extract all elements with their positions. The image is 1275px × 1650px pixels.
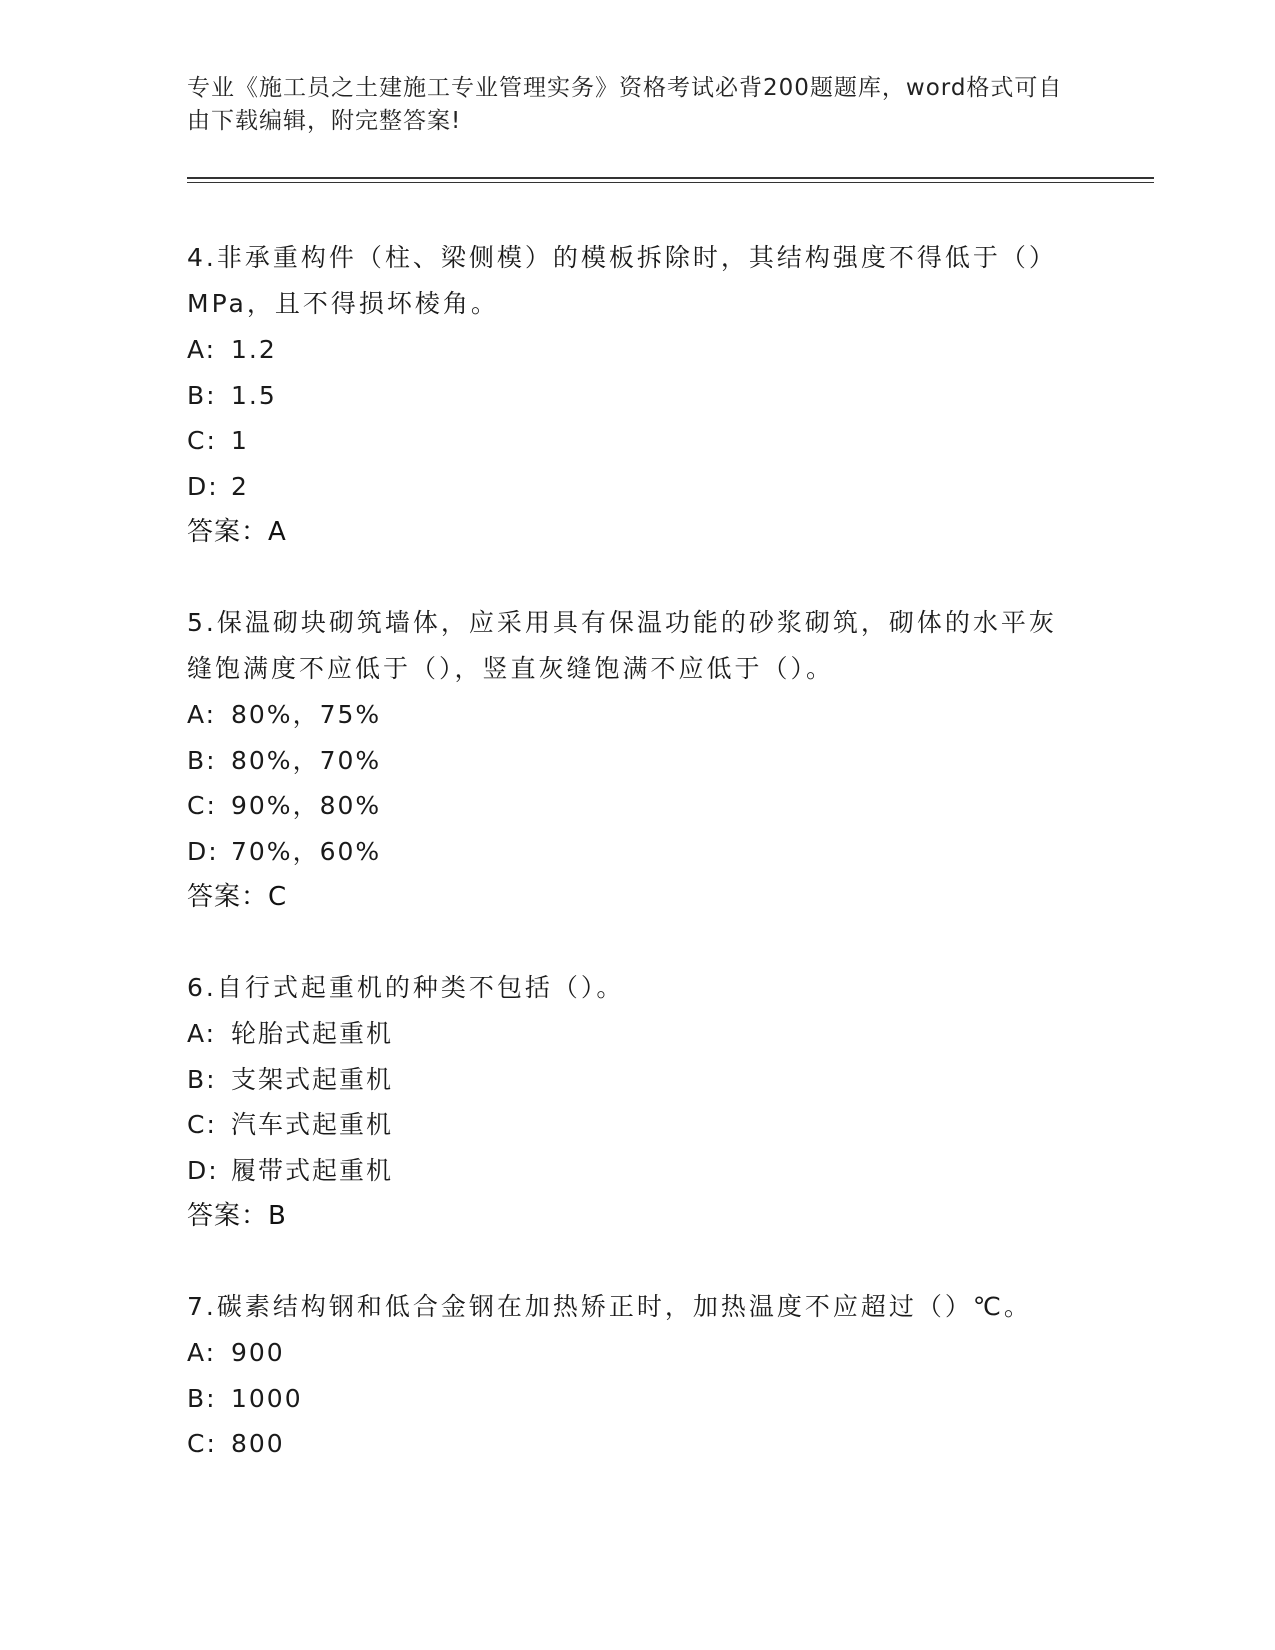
option-letter: A: — [187, 700, 217, 729]
option-text: 70%，60% — [231, 836, 382, 866]
option-c — [187, 418, 1067, 464]
option-text: 80%，70% — [231, 745, 382, 775]
answer-line: 答案：C — [187, 882, 288, 912]
answer-line: 答案：B — [187, 1201, 287, 1231]
option-text: 1 — [231, 426, 249, 455]
question-4 — [187, 235, 1067, 555]
option-letter: C: — [187, 426, 217, 455]
question-stem: 7.碳素结构钢和低合金钢在加热矫正时，加热温度不应超过（）℃。 — [187, 1292, 1032, 1321]
option-text: 1.5 — [231, 380, 277, 410]
option-letter: B: — [187, 745, 217, 775]
question-stem: 5.保温砌块砌筑墙体，应采用具有保温功能的砂浆砌筑，砌体的水平灰缝饱满度不应低于（），竖直灰缝饱满不应低于（）。 — [187, 608, 1057, 683]
option-letter: C: — [187, 1110, 217, 1139]
option-b — [187, 1376, 1067, 1422]
answer-line: 答案：A — [187, 517, 287, 547]
option-text: 1.2 — [231, 335, 277, 364]
option-a — [187, 692, 1067, 738]
option-letter: C: — [187, 791, 217, 820]
option-c — [187, 783, 1067, 829]
option-text: 2 — [231, 471, 249, 501]
option-text: 90%，80% — [231, 791, 382, 820]
question-list — [187, 235, 1067, 1512]
option-d — [187, 829, 1067, 875]
question-6 — [187, 965, 1067, 1239]
option-text: 支架式起重机 — [231, 1064, 394, 1094]
option-text: 汽车式起重机 — [231, 1110, 394, 1139]
option-letter: A: — [187, 1019, 217, 1048]
question-stem: 6.自行式起重机的种类不包括（）。 — [187, 973, 625, 1002]
option-letter: A: — [187, 1338, 217, 1367]
option-c — [187, 1421, 1067, 1467]
option-letter: A: — [187, 335, 217, 364]
option-text: 轮胎式起重机 — [231, 1019, 394, 1048]
option-b — [187, 1057, 1067, 1103]
option-b — [187, 738, 1067, 784]
option-text: 800 — [231, 1429, 285, 1458]
option-a — [187, 327, 1067, 373]
option-letter: D: — [187, 836, 219, 866]
option-d — [187, 464, 1067, 510]
option-letter: C: — [187, 1429, 217, 1458]
option-c — [187, 1102, 1067, 1148]
option-letter: B: — [187, 1064, 217, 1094]
option-text: 履带式起重机 — [231, 1155, 394, 1185]
document-header: 专业《施工员之土建施工专业管理实务》资格考试必背200题题库，word格式可自由下载编辑，附完整答案! — [187, 75, 1063, 134]
option-b — [187, 373, 1067, 419]
option-d — [187, 1148, 1067, 1194]
option-a — [187, 1330, 1067, 1376]
header-divider-thin — [187, 182, 1154, 183]
option-letter: B: — [187, 1383, 217, 1413]
question-stem: 4.非承重构件（柱、梁侧模）的模板拆除时，其结构强度不得低于（）MPa，且不得损坏棱角。 — [187, 243, 1057, 318]
option-letter: D: — [187, 1155, 219, 1185]
question-5 — [187, 600, 1067, 920]
header-divider-thick — [187, 177, 1154, 179]
option-text: 80%，75% — [231, 700, 382, 729]
option-text: 900 — [231, 1338, 285, 1367]
option-letter: D: — [187, 471, 219, 501]
question-7 — [187, 1284, 1067, 1467]
option-letter: B: — [187, 380, 217, 410]
option-text: 1000 — [231, 1383, 303, 1413]
option-a — [187, 1011, 1067, 1057]
